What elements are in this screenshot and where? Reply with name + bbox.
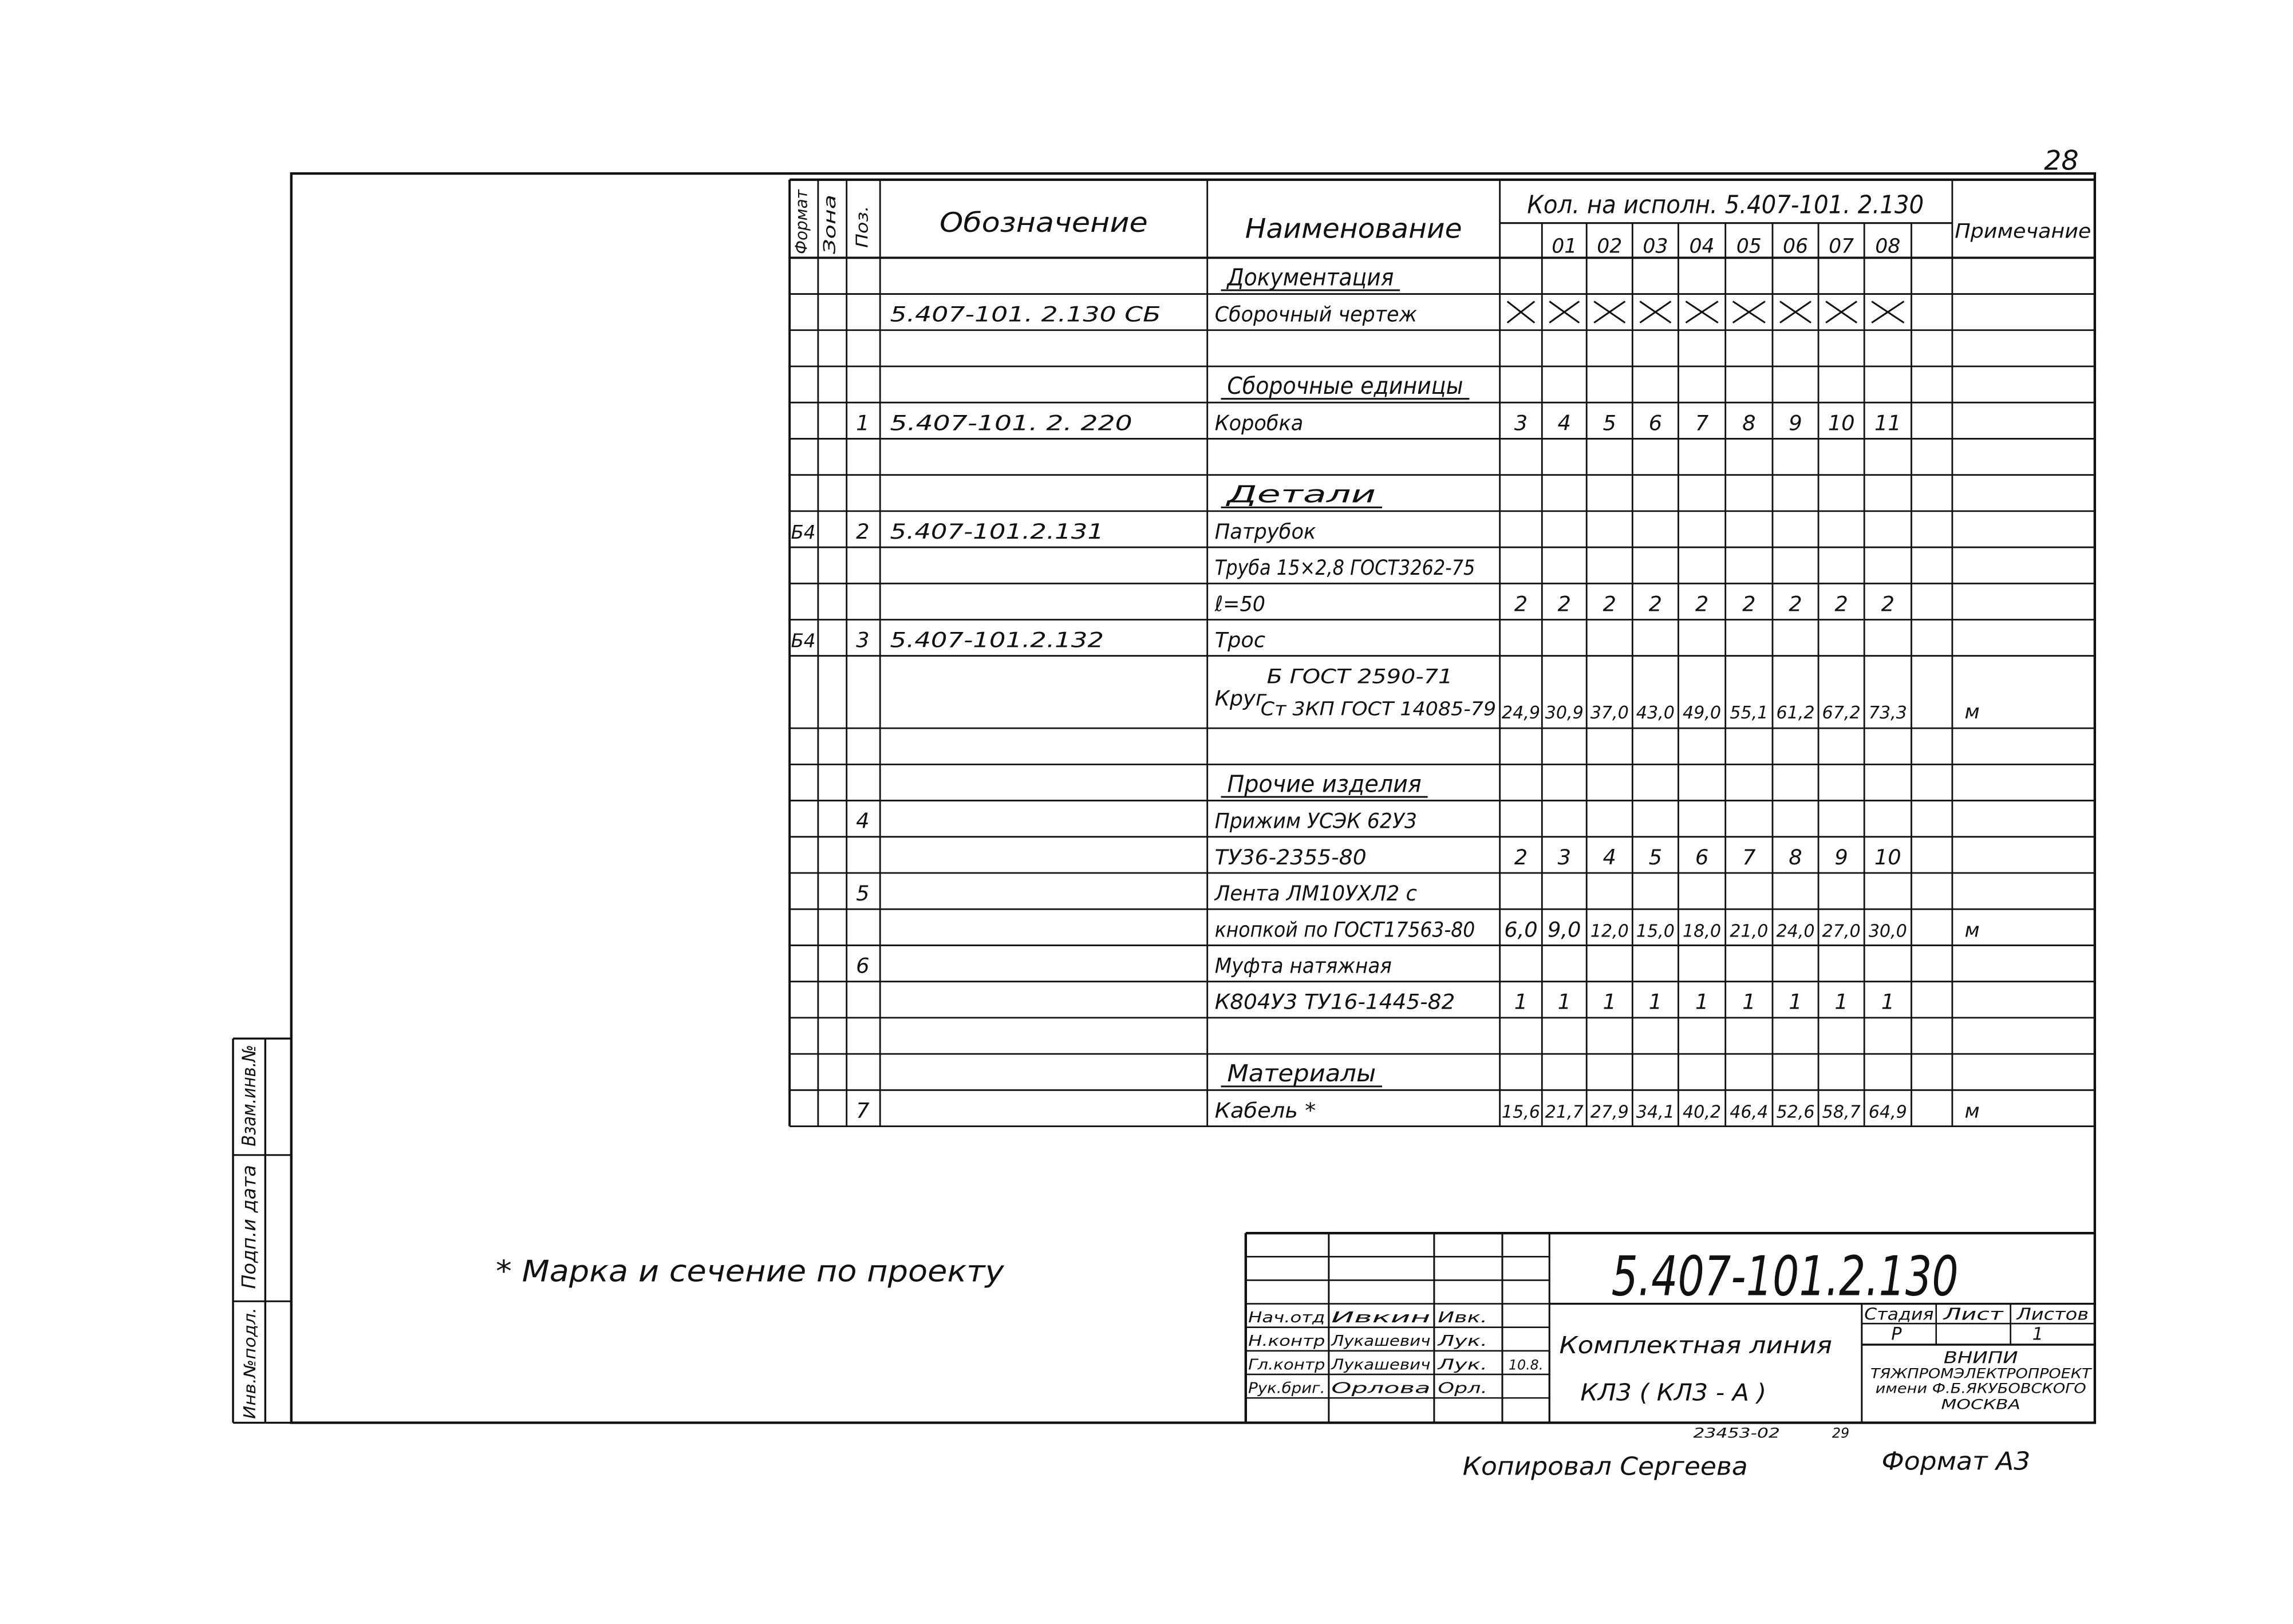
- qty-value: 6,0: [1504, 917, 1538, 942]
- qty-value: 4: [1557, 410, 1571, 436]
- header-designation: Обозначение: [940, 207, 1148, 239]
- section-heading: Детали: [1225, 480, 1376, 508]
- qty-value: 10: [1874, 844, 1901, 870]
- qty-value: 34,1: [1636, 1102, 1675, 1123]
- row-name: ℓ=50: [1214, 591, 1266, 617]
- row-name: Труба 15×2,8 ГОСТ3262-75: [1214, 555, 1475, 580]
- qty-value: 64,9: [1868, 1102, 1907, 1123]
- org-line-1: ВНИПИ: [1943, 1348, 2018, 1368]
- qty-value: 1: [1603, 989, 1616, 1014]
- title-date: 10.8.: [1508, 1357, 1544, 1373]
- qty-value: 9: [1789, 410, 1802, 436]
- page-number: 28: [2044, 145, 2079, 177]
- header-variant-06: 06: [1782, 235, 1809, 258]
- row-poz: 7: [856, 1098, 870, 1123]
- header-zona: Зона: [820, 213, 840, 254]
- qty-value: 43,0: [1636, 702, 1675, 723]
- title-line-2: КЛ3 ( КЛ3 - А ): [1580, 1378, 1767, 1406]
- format-label: Формат А3: [1881, 1447, 2031, 1476]
- qty-value: 18,0: [1682, 921, 1722, 942]
- header-variant-03: 03: [1643, 235, 1668, 258]
- sheets-label: Листов: [2016, 1305, 2089, 1324]
- qty-value: 2: [1557, 591, 1571, 617]
- qty-value: 24,9: [1501, 702, 1541, 723]
- row-poz: 6: [856, 953, 870, 978]
- signature-role: Н.контр: [1248, 1333, 1325, 1350]
- qty-value: 37,0: [1590, 702, 1629, 723]
- header-format: Формат: [792, 188, 811, 254]
- qty-value: 10: [1828, 410, 1855, 436]
- signature-name: Лукашевич: [1331, 1333, 1431, 1350]
- signature-name: Орлова: [1331, 1380, 1431, 1397]
- row-format: Б4: [791, 630, 816, 652]
- row-remark: м: [1964, 700, 1980, 724]
- qty-value: 1: [1789, 989, 1802, 1014]
- section-heading: Сборочные единицы: [1227, 372, 1463, 400]
- signature-name: Лукашевич: [1331, 1356, 1431, 1374]
- qty-value: 7: [1695, 410, 1709, 436]
- signature-role: Гл.контр: [1248, 1356, 1325, 1374]
- stamp-suffix: 29: [1832, 1425, 1850, 1441]
- qty-value: 2: [1648, 591, 1663, 617]
- krug-label: Круг: [1214, 686, 1267, 711]
- qty-value: 2: [1789, 591, 1802, 617]
- qty-value: 8: [1789, 844, 1802, 870]
- qty-value: 55,1: [1730, 702, 1769, 723]
- signature-name: Ивкин: [1331, 1309, 1431, 1327]
- qty-value: 9: [1834, 844, 1848, 870]
- row-name: Лента ЛМ10УХЛ2 с: [1213, 881, 1418, 906]
- qty-value: 52,6: [1776, 1102, 1815, 1123]
- row-remark: м: [1964, 919, 1980, 942]
- qty-value: 30,0: [1868, 921, 1907, 942]
- qty-value: 61,2: [1776, 702, 1815, 723]
- row-name: Кабель *: [1214, 1098, 1316, 1123]
- row-name: Трос: [1214, 627, 1266, 653]
- row-poz: 2: [856, 519, 870, 544]
- row-poz: 3: [856, 627, 870, 653]
- header-variant-01: 01: [1552, 235, 1577, 258]
- qty-value: 2: [1742, 591, 1756, 617]
- org-line-3: имени Ф.Б.ЯКУБОВСКОГО: [1875, 1380, 2086, 1397]
- row-designation: 5.407-101.2.131: [890, 519, 1104, 544]
- qty-value: 15,0: [1636, 921, 1675, 942]
- qty-value: 40,2: [1682, 1102, 1722, 1123]
- qty-value: 5: [1648, 844, 1663, 870]
- side-stamp-inv-podl: Инв.№подл.: [240, 1318, 259, 1419]
- qty-value: 3: [1557, 844, 1571, 870]
- qty-value: 30,9: [1545, 702, 1584, 723]
- row-name: Сборочный чертеж: [1214, 302, 1418, 327]
- qty-value: 5: [1603, 410, 1616, 436]
- sheet-label: Лист: [1943, 1305, 2004, 1324]
- qty-value: 6: [1695, 844, 1709, 870]
- copied-by: Копировал Сергеева: [1462, 1452, 1748, 1481]
- qty-value: 67,2: [1822, 702, 1861, 723]
- qty-value: 7: [1742, 844, 1756, 870]
- row-name: ТУ36-2355-80: [1214, 844, 1367, 870]
- side-stamp-vzam-inv: Взам.инв.№: [238, 1032, 260, 1147]
- header-variant-08: 08: [1875, 235, 1901, 258]
- org-line-2: ТЯЖПРОМЭЛЕКТРОПРОЕКТ: [1870, 1365, 2093, 1382]
- header-poz: Поз.: [853, 212, 872, 248]
- qty-value: 2: [1695, 591, 1709, 617]
- qty-value: 12,0: [1590, 921, 1629, 942]
- qty-value: 49,0: [1682, 702, 1722, 723]
- signature-mark: Орл.: [1438, 1380, 1487, 1397]
- sheets-value: 1: [2032, 1324, 2043, 1345]
- qty-value: 1: [1648, 989, 1663, 1014]
- row-poz: 1: [856, 410, 870, 436]
- krug-gost-top: Б ГОСТ 2590-71: [1266, 665, 1453, 689]
- row-designation: 5.407-101. 2. 220: [890, 410, 1132, 436]
- qty-value: 21,7: [1545, 1102, 1584, 1123]
- row-name: Прижим УСЭК 62У3: [1214, 808, 1418, 833]
- qty-value: 1: [1834, 989, 1848, 1014]
- org-line-4: МОСКВА: [1941, 1396, 2020, 1413]
- section-heading: Прочие изделия: [1227, 770, 1422, 798]
- header-variant-02: 02: [1597, 235, 1623, 258]
- header-variant-07: 07: [1829, 235, 1854, 258]
- header-variant-05: 05: [1736, 235, 1762, 258]
- qty-value: 1: [1514, 989, 1528, 1014]
- row-name: Патрубок: [1214, 519, 1316, 544]
- qty-value: 58,7: [1822, 1102, 1861, 1123]
- footnote-text: * Марка и сечение по проекту: [496, 1254, 1005, 1289]
- side-stamp-podp-data: Подп.и дата: [238, 1168, 260, 1289]
- row-name: кнопкой по ГОСТ17563-80: [1214, 917, 1475, 942]
- row-designation: 5.407-101. 2.130 СБ: [890, 302, 1161, 327]
- title-line-1: Комплектная линия: [1559, 1331, 1832, 1360]
- qty-value: 8: [1742, 410, 1756, 436]
- qty-value: 11: [1874, 410, 1901, 436]
- header-remark: Примечание: [1955, 220, 2091, 243]
- signature-mark: Лук.: [1436, 1333, 1487, 1350]
- header-name: Наименование: [1245, 213, 1462, 245]
- header-variant-04: 04: [1689, 235, 1715, 258]
- row-poz: 4: [856, 808, 870, 833]
- qty-value: 4: [1603, 844, 1616, 870]
- qty-value: 2: [1603, 591, 1616, 617]
- section-heading: Материалы: [1227, 1060, 1376, 1088]
- qty-value: 6: [1648, 410, 1663, 436]
- qty-value: 24,0: [1776, 921, 1815, 942]
- drawing-frame: [291, 173, 2095, 1423]
- stage-value: Р: [1891, 1324, 1902, 1345]
- header-qty-title: Кол. на исполн. 5.407-101. 2.130: [1527, 191, 1924, 220]
- row-name: Коробка: [1214, 410, 1304, 436]
- qty-value: 2: [1834, 591, 1848, 617]
- signature-role: Рук.бриг.: [1248, 1380, 1325, 1397]
- qty-value: 2: [1881, 591, 1895, 617]
- qty-value: 27,9: [1590, 1102, 1629, 1123]
- qty-value: 1: [1695, 989, 1709, 1014]
- row-name: Муфта натяжная: [1214, 953, 1392, 978]
- stamp-number: 23453-02: [1693, 1425, 1780, 1441]
- row-poz: 5: [856, 881, 870, 906]
- signature-mark: Лук.: [1436, 1356, 1487, 1374]
- section-heading: Документация: [1226, 263, 1394, 291]
- drawing-code: 5.407-101.2.130: [1611, 1245, 1959, 1309]
- krug-gost-bottom: Ст 3КП ГОСТ 14085-79: [1260, 698, 1497, 720]
- qty-value: 9,0: [1547, 917, 1581, 942]
- qty-value: 1: [1742, 989, 1756, 1014]
- row-designation: 5.407-101.2.132: [890, 627, 1104, 653]
- row-remark: м: [1964, 1100, 1980, 1123]
- stage-label: Стадия: [1864, 1305, 1934, 1324]
- qty-value: 27,0: [1822, 921, 1861, 942]
- signature-mark: Ивк.: [1438, 1309, 1487, 1327]
- qty-value: 73,3: [1868, 702, 1907, 723]
- row-format: Б4: [791, 521, 816, 543]
- row-name: К804У3 ТУ16-1445-82: [1214, 989, 1455, 1014]
- qty-value: 1: [1881, 989, 1895, 1014]
- qty-value: 46,4: [1730, 1102, 1769, 1123]
- qty-value: 2: [1514, 844, 1528, 870]
- qty-value: 2: [1514, 591, 1528, 617]
- qty-value: 3: [1514, 410, 1528, 436]
- signature-role: Нач.отд: [1248, 1309, 1325, 1327]
- qty-value: 1: [1557, 989, 1571, 1014]
- qty-value: 21,0: [1730, 921, 1769, 942]
- qty-value: 15,6: [1501, 1102, 1541, 1123]
